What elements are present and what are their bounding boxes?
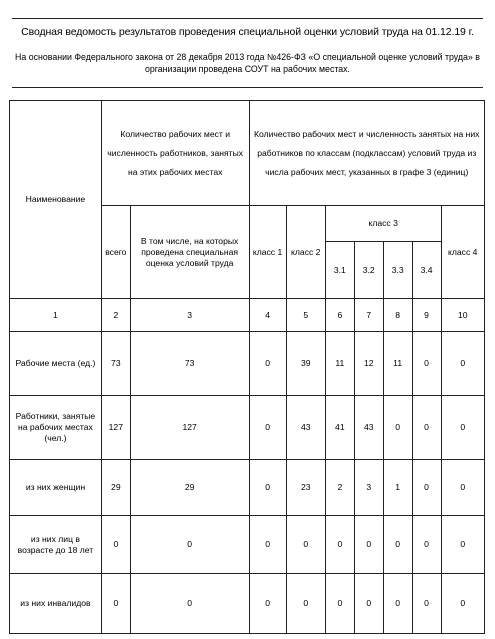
- header-sub-3-4: 3.4: [412, 242, 441, 299]
- table-cell: 0: [286, 574, 325, 634]
- table-cell: 73: [130, 332, 249, 396]
- row-label: из них женщин: [10, 460, 102, 516]
- table-cell: 0: [441, 396, 485, 460]
- document-subtitle: На основании Федерального закона от 28 декабря 2013 года №426-ФЗ «О специальной оценке условий труда» в организации проведена СОУТ на рабочих местах.: [15, 52, 480, 74]
- table-cell: 0: [412, 516, 441, 574]
- column-number: 6: [325, 299, 354, 332]
- column-number: 9: [412, 299, 441, 332]
- column-numbers-row: [10, 299, 485, 332]
- header-class2: класс 2: [286, 206, 325, 299]
- table-cell: 0: [354, 574, 383, 634]
- column-number: 7: [354, 299, 383, 332]
- table-cell: 0: [249, 396, 286, 460]
- header-sub-3-2: 3.2: [354, 242, 383, 299]
- table-cell: 0: [441, 574, 485, 634]
- table-cell: 29: [130, 460, 249, 516]
- table-cell: 2: [325, 460, 354, 516]
- table-row: [10, 396, 485, 460]
- table-cell: 127: [101, 396, 130, 460]
- column-number: 1: [10, 299, 102, 332]
- table-cell: 73: [101, 332, 130, 396]
- table-cell: 0: [325, 574, 354, 634]
- table-cell: 11: [383, 332, 412, 396]
- column-number: 3: [130, 299, 249, 332]
- table-cell: 43: [354, 396, 383, 460]
- table-cell: 0: [412, 332, 441, 396]
- table-cell: 0: [249, 332, 286, 396]
- table-cell: 0: [130, 574, 249, 634]
- table-cell: 0: [383, 396, 412, 460]
- table-cell: 11: [325, 332, 354, 396]
- table-cell: 0: [101, 574, 130, 634]
- table-cell: 43: [286, 396, 325, 460]
- table-cell: 0: [412, 396, 441, 460]
- table-cell: 0: [101, 516, 130, 574]
- header-sub-3-3: 3.3: [383, 242, 412, 299]
- header-class4: класс 4: [441, 206, 485, 299]
- document-title: Сводная ведомость результатов проведения специальной оценки условий труда на 01.12.19 г.: [21, 26, 474, 38]
- table-cell: 0: [249, 516, 286, 574]
- row-label: Работники, занятые на рабочих местах (чел.): [10, 396, 102, 460]
- header-workplaces-group: Количество рабочих мест и численность работников, занятых на этих рабочих местах: [101, 101, 249, 206]
- table-cell: 0: [383, 574, 412, 634]
- table-cell: 0: [249, 574, 286, 634]
- row-label: из них лиц в возрасте до 18 лет: [10, 516, 102, 574]
- table-cell: 0: [441, 516, 485, 574]
- header-total: всего: [101, 206, 130, 299]
- top-rule: [12, 18, 483, 19]
- header-class3: класс 3: [325, 206, 441, 242]
- table-cell: 0: [249, 460, 286, 516]
- column-number: 5: [286, 299, 325, 332]
- header-class1: класс 1: [249, 206, 286, 299]
- table-cell: 0: [412, 460, 441, 516]
- column-number: 4: [249, 299, 286, 332]
- separator-rule: [12, 87, 483, 88]
- table-cell: 0: [441, 332, 485, 396]
- table-row: [10, 574, 485, 634]
- header-assessed: В том числе, на которых проведена специальная оценка условий труда: [130, 206, 249, 299]
- table-cell: 39: [286, 332, 325, 396]
- table-cell: 23: [286, 460, 325, 516]
- table-cell: 29: [101, 460, 130, 516]
- header-name: Наименование: [10, 101, 102, 299]
- table-row: [10, 516, 485, 574]
- table-row: [10, 332, 485, 396]
- table-cell: 0: [286, 516, 325, 574]
- table-cell: 1: [383, 460, 412, 516]
- table-cell: 41: [325, 396, 354, 460]
- table-cell: 0: [412, 574, 441, 634]
- column-number: 8: [383, 299, 412, 332]
- table-cell: 3: [354, 460, 383, 516]
- header-classes-group: Количество рабочих мест и численность занятых на них работников по классам (подклассам) условий труда из числа рабочих мест, указанных в графе 3 (единиц): [249, 101, 485, 206]
- column-number: 10: [441, 299, 485, 332]
- sout-summary-table: [9, 100, 485, 634]
- header-sub-3-1: 3.1: [325, 242, 354, 299]
- table-cell: 0: [130, 516, 249, 574]
- table-cell: 0: [325, 516, 354, 574]
- table-row: [10, 460, 485, 516]
- table-cell: 127: [130, 396, 249, 460]
- column-number: 2: [101, 299, 130, 332]
- table-cell: 0: [354, 516, 383, 574]
- row-label: Рабочие места (ед.): [10, 332, 102, 396]
- row-label: из них инвалидов: [10, 574, 102, 634]
- table-cell: 0: [441, 460, 485, 516]
- table-cell: 12: [354, 332, 383, 396]
- table-cell: 0: [383, 516, 412, 574]
